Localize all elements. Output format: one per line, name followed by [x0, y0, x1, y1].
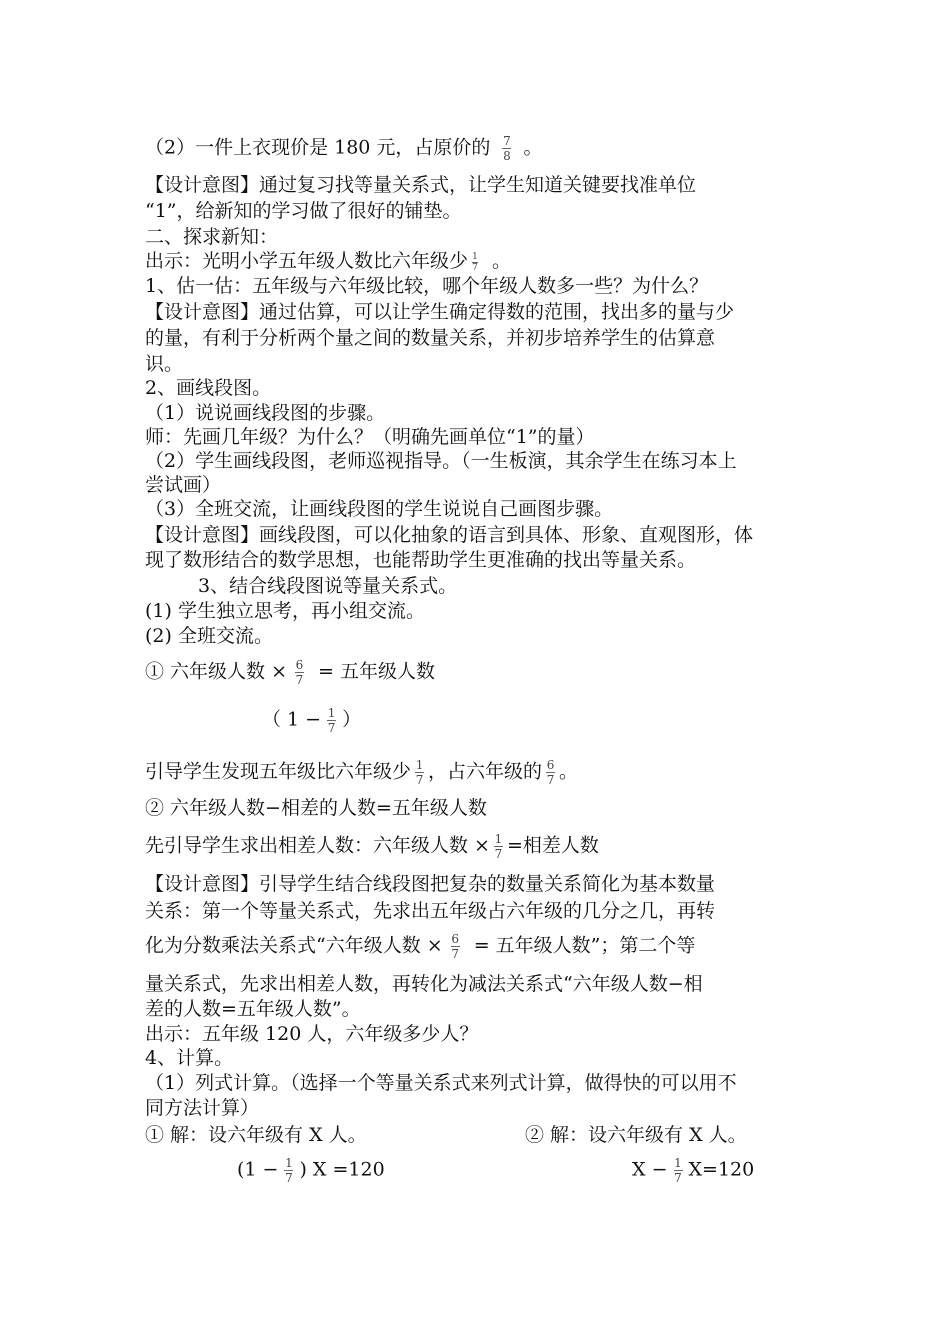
fraction: $\frac{6}{7}$: [295, 658, 304, 687]
equation-1: ① 六年级人数 × $\frac{6}{7}$ = 五年级人数: [145, 658, 435, 687]
design-intent-4-end: 差的人数=五年级人数”。: [145, 998, 361, 1020]
fraction: $\frac{6}{7}$: [546, 758, 555, 787]
section-heading: 二、探求新知：: [145, 226, 279, 248]
design-intent-2-end: 识。: [145, 353, 184, 375]
draw-substep-2: （2）学生画线段图，老师巡视指导。（一生板演，其余学生在练习本上: [145, 450, 737, 472]
design-intent-4-cont: 关系：第一个等量关系式，先求出五年级占六年级的几分之几，再转: [145, 900, 716, 922]
design-intent-3-cont: 现了数形结合的数学思想，也能帮助学生更准确的找出等量关系。: [145, 549, 697, 571]
fraction: $\frac{1}{7}$: [494, 832, 503, 861]
design-intent-4-formula: 化为分数乘法关系式“六年级人数 × $\frac{6}{7}$ = 五年级人数”；第二个等: [145, 932, 696, 961]
estimate-step: 1、估一估：五年级与六年级比较，哪个年级人数多一些？为什么？: [145, 275, 709, 297]
design-intent-2: 【设计意图】通过估算，可以让学生确定得数的范围，找出多的量与少: [145, 301, 735, 323]
calc-substep-1-cont: 同方法计算）: [145, 1097, 260, 1119]
design-intent-3: 【设计意图】画线段图，可以化抽象的语言到具体、形象、直观图形，体: [145, 524, 754, 546]
draw-substep-2-cont: 尝试画）: [145, 474, 222, 496]
fraction: $\frac{1}{7}$: [674, 1156, 682, 1185]
calc-step: 4、计算。: [145, 1047, 234, 1069]
calc-substep-1: （1）列式计算。（选择一个等量关系式来列式计算，做得快的可以用不: [145, 1072, 737, 1094]
solution-1-heading: ① 解：设六年级有 X 人。: [145, 1124, 367, 1146]
draw-substep-1: （1）说说画线段图的步骤。: [145, 402, 386, 424]
design-intent-4: 【设计意图】引导学生结合线段图把复杂的数量关系简化为基本数量: [145, 873, 716, 895]
design-intent-1: 【设计意图】通过复习找等量关系式，让学生知道关键要找准单位: [145, 174, 697, 196]
draw-substep-3: （3）全班交流，让画线段图的学生说说自己画图步骤。: [145, 498, 614, 520]
fraction: $\frac{6}{7}$: [451, 932, 459, 961]
show-problem: 出示：光明小学五年级人数比六年级少 $\frac{1}{7}$ 。: [145, 250, 512, 273]
solution-1-equation: (1 − $\frac{1}{7}$ ) X =120: [237, 1156, 385, 1185]
equation-2: ② 六年级人数−相差的人数=五年级人数: [145, 797, 487, 819]
equation-1-note: （ 1 − $\frac{1}{7}$ ）: [262, 706, 362, 735]
fraction: $\frac{1}{7}$: [327, 706, 336, 735]
combine-step: 3、结合线段图说等量关系式。: [198, 575, 458, 597]
fraction: $\frac{1}{7}$: [285, 1156, 293, 1185]
teacher-line: 师：先画几年级？为什么？（明确先画单位“1”的量）: [145, 426, 595, 448]
design-intent-1-cont: “1”，给新知的学习做了很好的铺垫。: [145, 200, 462, 222]
fraction: $\frac{1}{7}$: [472, 251, 478, 273]
fraction: $\frac{1}{7}$: [415, 758, 424, 787]
design-intent-4-line4: 量关系式，先求出相差人数，再转化为减法关系式“六年级人数−相: [145, 973, 703, 995]
draw-step: 2、画线段图。: [145, 377, 272, 399]
line-item-2: （2）一件上衣现价是 180 元，占原价的 $\frac{7}{8}$ 。: [145, 134, 543, 163]
fraction: $\frac{7}{8}$: [503, 134, 511, 163]
solution-2-equation: X − $\frac{1}{7}$ X=120: [632, 1156, 755, 1185]
combine-substep-2: (2) 全班交流。: [145, 625, 273, 647]
guide-line-2: 先引导学生求出相差人数：六年级人数 × $\frac{1}{7}$ =相差人数: [145, 832, 599, 861]
design-intent-2-cont: 的量，有利于分析两个量之间的数量关系，并初步培养学生的估算意: [145, 327, 716, 349]
solution-2-heading: ② 解：设六年级有 X 人。: [525, 1124, 747, 1146]
show-problem-2: 出示：五年级 120 人，六年级多少人？: [145, 1023, 479, 1045]
guide-line-1: 引导学生发现五年级比六年级少 $\frac{1}{7}$ ，占六年级的 $\frac{6}{7}$ 。: [145, 758, 579, 787]
combine-substep-1: (1) 学生独立思考，再小组交流。: [145, 600, 425, 622]
